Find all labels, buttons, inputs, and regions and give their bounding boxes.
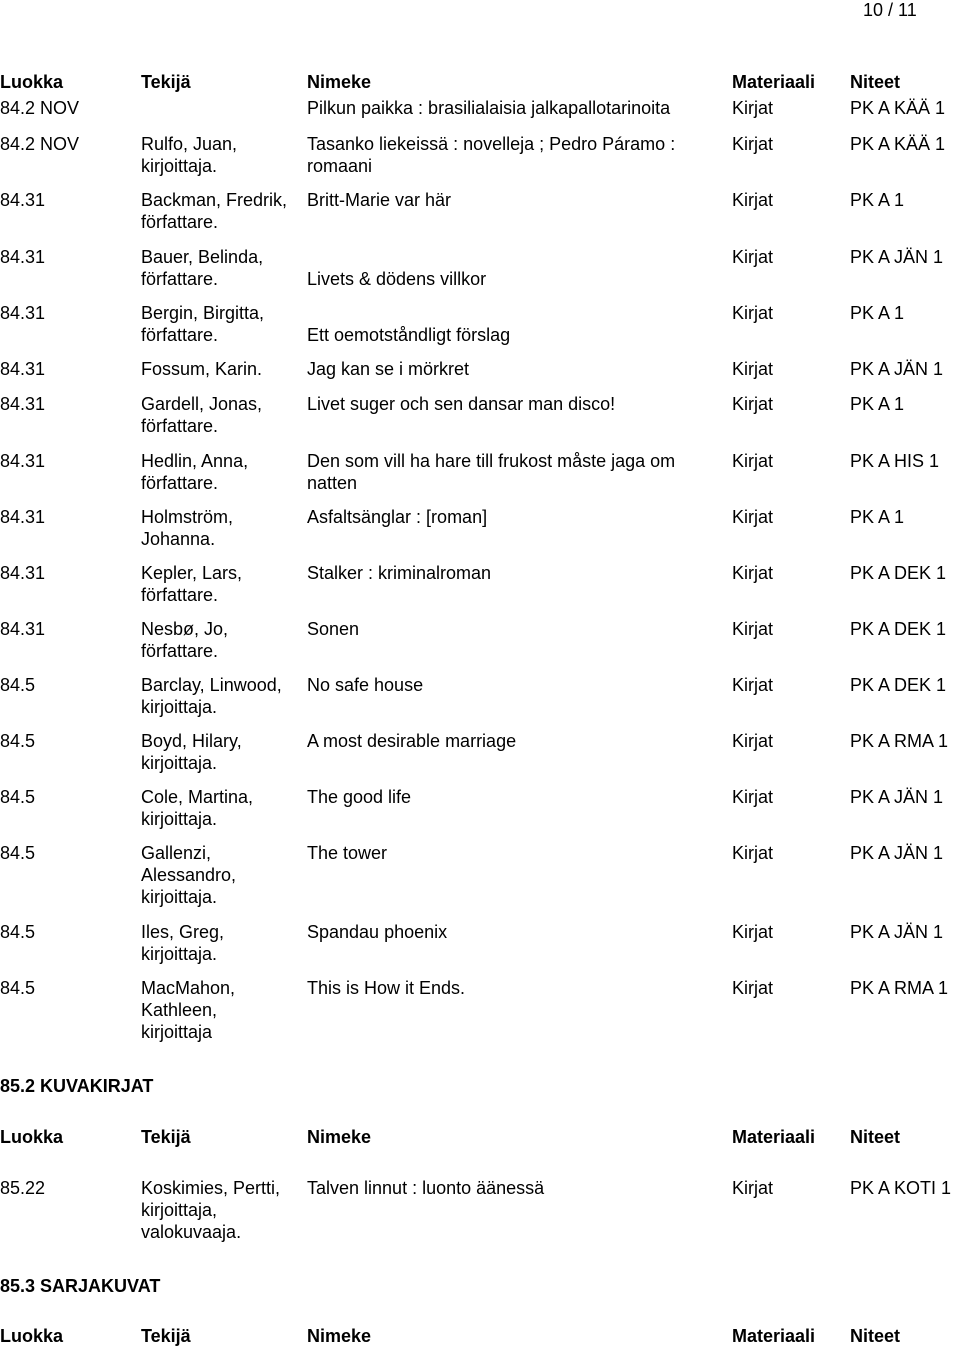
col-nimeke: Tasanko liekeissä : novelleja ; Pedro Páramo : romaani — [307, 134, 676, 176]
col-luokka: 84.5 — [0, 843, 36, 863]
col-niteet: PK A DEK 1 — [850, 619, 947, 639]
col-luokka: 84.31 — [0, 619, 46, 639]
col-luokka: 84.31 — [0, 394, 46, 414]
col-luokka: 84.31 — [0, 190, 46, 210]
col-materiaali: Kirjat — [732, 563, 774, 583]
col-niteet: PK A HIS 1 — [850, 451, 940, 471]
col-luokka: 84.2 NOV — [0, 98, 80, 118]
col-niteet: PK A JÄN 1 — [850, 247, 944, 267]
col-luokka: 84.31 — [0, 303, 46, 323]
column-header-materiaali: Materiaali — [732, 1326, 816, 1346]
col-materiaali: Kirjat — [732, 359, 774, 379]
col-tekija: Kepler, Lars, författare. — [141, 563, 243, 605]
col-nimeke: This is How it Ends. — [307, 978, 466, 998]
column-header-tekija: Tekijä — [141, 1326, 191, 1346]
col-materiaali: Kirjat — [732, 675, 774, 695]
col-nimeke: Asfaltsänglar : [roman] — [307, 507, 488, 527]
col-tekija: Backman, Fredrik, författare. — [141, 190, 288, 232]
col-materiaali: Kirjat — [732, 843, 774, 863]
col-nimeke: Talven linnut : luonto äänessä — [307, 1178, 545, 1198]
col-materiaali: Kirjat — [732, 190, 774, 210]
section-title: 85.2 KUVAKIRJAT — [0, 1076, 154, 1096]
col-nimeke: Pilkun paikka : brasilialaisia jalkapallotarinoita — [307, 98, 671, 118]
column-header-nimeke: Nimeke — [307, 1127, 372, 1147]
col-tekija: Fossum, Karin. — [141, 359, 263, 379]
col-tekija: Nesbø, Jo, författare. — [141, 619, 229, 661]
col-materiaali: Kirjat — [732, 303, 774, 323]
col-materiaali: Kirjat — [732, 507, 774, 527]
col-materiaali: Kirjat — [732, 394, 774, 414]
col-nimeke: Livet suger och sen dansar man disco! — [307, 394, 616, 414]
col-tekija: Gallenzi, Alessandro, kirjoittaja. — [141, 843, 237, 907]
section-title: 85.3 SARJAKUVAT — [0, 1276, 161, 1296]
column-header-niteet: Niteet — [850, 1127, 901, 1147]
col-materiaali: Kirjat — [732, 787, 774, 807]
col-luokka: 84.5 — [0, 675, 36, 695]
col-nimeke: Ett oemotståndligt förslag — [307, 325, 511, 345]
col-tekija: Hedlin, Anna, författare. — [141, 451, 249, 493]
col-tekija: Cole, Martina, kirjoittaja. — [141, 787, 254, 829]
col-niteet: PK A JÄN 1 — [850, 359, 944, 379]
col-nimeke: Britt-Marie var här — [307, 190, 452, 210]
col-niteet: PK A 1 — [850, 303, 905, 323]
col-niteet: PK A 1 — [850, 394, 905, 414]
col-tekija: Iles, Greg, kirjoittaja. — [141, 922, 225, 964]
col-luokka: 84.5 — [0, 978, 36, 998]
col-luokka: 84.31 — [0, 247, 46, 267]
column-header-materiaali: Materiaali — [732, 1127, 816, 1147]
col-luokka: 84.31 — [0, 359, 46, 379]
column-header-niteet: Niteet — [850, 72, 901, 92]
col-niteet: PK A DEK 1 — [850, 563, 947, 583]
col-nimeke: Stalker : kriminalroman — [307, 563, 492, 583]
col-tekija: Bauer, Belinda, författare. — [141, 247, 264, 289]
col-nimeke: The good life — [307, 787, 412, 807]
col-nimeke: Sonen — [307, 619, 360, 639]
column-header-tekija: Tekijä — [141, 1127, 191, 1147]
col-nimeke: No safe house — [307, 675, 424, 695]
col-niteet: PK A JÄN 1 — [850, 922, 944, 942]
col-materiaali: Kirjat — [732, 978, 774, 998]
column-header-materiaali: Materiaali — [732, 72, 816, 92]
col-materiaali: Kirjat — [732, 247, 774, 267]
col-tekija: Holmström, Johanna. — [141, 507, 234, 549]
col-niteet: PK A 1 — [850, 507, 905, 527]
col-materiaali: Kirjat — [732, 134, 774, 154]
col-luokka: 84.31 — [0, 507, 46, 527]
column-header-nimeke: Nimeke — [307, 72, 372, 92]
col-niteet: PK A 1 — [850, 190, 905, 210]
col-luokka: 84.5 — [0, 731, 36, 751]
col-tekija: MacMahon, Kathleen, kirjoittaja — [141, 978, 236, 1042]
col-tekija: Koskimies, Pertti, kirjoittaja, valokuvaaja. — [141, 1178, 281, 1242]
col-materiaali: Kirjat — [732, 98, 774, 118]
col-nimeke: Den som vill ha hare till frukost måste jaga om natten — [307, 451, 676, 493]
col-materiaali: Kirjat — [732, 1178, 774, 1198]
col-niteet: PK A KÄÄ 1 — [850, 134, 946, 154]
col-tekija: Barclay, Linwood, kirjoittaja. — [141, 675, 282, 717]
col-materiaali: Kirjat — [732, 922, 774, 942]
page-number: 10 / 11 — [863, 0, 917, 20]
col-luokka: 85.22 — [0, 1178, 46, 1198]
col-tekija: Bergin, Birgitta, författare. — [141, 303, 265, 345]
col-tekija: Rulfo, Juan, kirjoittaja. — [141, 134, 238, 176]
col-nimeke: Livets & dödens villkor — [307, 269, 487, 289]
col-tekija: Boyd, Hilary, kirjoittaja. — [141, 731, 242, 773]
column-header-nimeke: Nimeke — [307, 1326, 372, 1346]
col-niteet: PK A DEK 1 — [850, 675, 947, 695]
col-luokka: 84.5 — [0, 922, 36, 942]
column-header-luokka: Luokka — [0, 1326, 64, 1346]
col-materiaali: Kirjat — [732, 619, 774, 639]
col-nimeke: Spandau phoenix — [307, 922, 448, 942]
col-nimeke: A most desirable marriage — [307, 731, 517, 751]
column-header-luokka: Luokka — [0, 72, 64, 92]
col-tekija: Gardell, Jonas, författare. — [141, 394, 263, 436]
column-header-luokka: Luokka — [0, 1127, 64, 1147]
col-nimeke: The tower — [307, 843, 388, 863]
col-nimeke: Jag kan se i mörkret — [307, 359, 470, 379]
col-luokka: 84.31 — [0, 451, 46, 471]
col-niteet: PK A RMA 1 — [850, 731, 949, 751]
col-niteet: PK A RMA 1 — [850, 978, 949, 998]
column-header-tekija: Tekijä — [141, 72, 191, 92]
col-niteet: PK A KOTI 1 — [850, 1178, 952, 1198]
column-header-niteet: Niteet — [850, 1326, 901, 1346]
col-luokka: 84.2 NOV — [0, 134, 80, 154]
col-niteet: PK A KÄÄ 1 — [850, 98, 946, 118]
col-materiaali: Kirjat — [732, 731, 774, 751]
col-niteet: PK A JÄN 1 — [850, 787, 944, 807]
col-luokka: 84.5 — [0, 787, 36, 807]
col-niteet: PK A JÄN 1 — [850, 843, 944, 863]
col-luokka: 84.31 — [0, 563, 46, 583]
col-materiaali: Kirjat — [732, 451, 774, 471]
